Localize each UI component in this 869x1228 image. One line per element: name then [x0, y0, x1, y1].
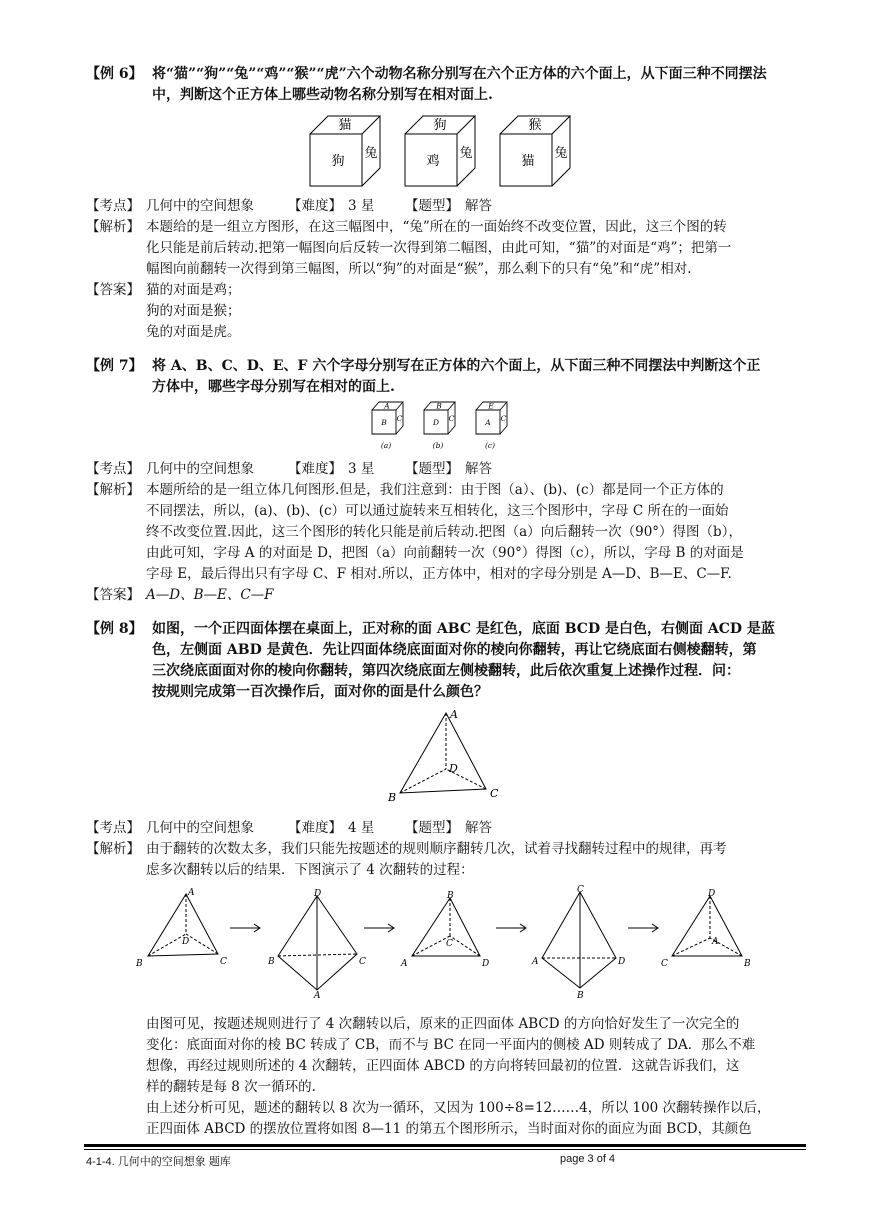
cube-b-top-label: B — [436, 401, 442, 411]
example-8-kaodian-value: 几何中的空间想象 — [146, 820, 254, 836]
seq-3-mid-label: C — [446, 939, 453, 949]
example-8-tixing-label: 【题型】 — [405, 820, 459, 836]
example-8-jiexi-line-2: 虑多次翻转以后的结果．下图演示了 4 次翻转的过程： — [146, 862, 474, 878]
cube-a-side-label: C — [396, 414, 403, 423]
example-7-jiexi-line-3: 终不改变位置.因此，这三个图形的转化只能是前后转动.把图（a）向后翻转一次（90°）得图（b）， — [146, 524, 742, 540]
seq-4-right-label: D — [618, 957, 626, 967]
example-7-question-line-2: 方体中，哪些字母分别写在相对的面上. — [152, 379, 395, 395]
example-8-jiexi-label: 【解析】 — [86, 841, 140, 857]
vertex-c-label: C — [490, 787, 499, 800]
cube-c-side-label: C — [500, 414, 507, 423]
example-8-tixing-value: 解答 — [465, 820, 492, 836]
example-6-cube-figures — [300, 108, 590, 190]
cube-b-front-label: D — [432, 418, 440, 427]
example-8-para-line-1: 由图可见，按题述规则进行了 4 次翻转以后，原来的正四面体 ABCD 的方向恰好发生了一次完全的 — [146, 1016, 740, 1032]
example-8-kaodian-label: 【考点】 — [86, 820, 140, 836]
seq-2-right-label: C — [359, 957, 366, 967]
cube-2-side-label: 兔 — [459, 146, 473, 161]
seq-4-bottom-label: B — [577, 991, 584, 1001]
footer-rule-thick — [84, 1144, 806, 1147]
example-7-nandu-label: 【难度】 — [288, 461, 342, 477]
example-7-kaodian-label: 【考点】 — [86, 461, 140, 477]
example-6-kaodian-label: 【考点】 — [86, 198, 140, 214]
seq-2-top-label: D — [314, 889, 322, 899]
example-7-jiexi-line-4: 由此可知，字母 A 的对面是 D，把图（a）向前翻转一次（90°）得图（c），所以，字母 B 的对面是 — [146, 545, 744, 561]
example-6-tixing-label: 【题型】 — [405, 198, 459, 214]
seq-5-mid-label: A — [712, 937, 719, 947]
example-6-question-line-2: 中，判断这个正方体上哪些动物名称分别写在相对面上. — [152, 87, 493, 103]
cube-1-side-label: 兔 — [364, 146, 378, 161]
cube-3-top-label: 猴 — [528, 118, 542, 133]
example-7-tixing-label: 【题型】 — [405, 461, 459, 477]
example-7-jiexi-line-1: 本题所给的是一组立体几何图形.但是，我们注意到：由于图（a）、(b)、(c）都是同一个正方体的 — [146, 482, 724, 498]
seq-5-top-label: D — [708, 889, 716, 899]
example-8-question-line-3: 三次绕底面面对你的棱向你翻转，第四次绕底面左侧棱翻转，此后依次重复上述操作过程．问： — [152, 663, 740, 679]
cube-c-caption: (c) — [484, 441, 496, 450]
flip-sequence-figure — [130, 884, 770, 1004]
example-6-daan-label: 【答案】 — [86, 282, 140, 298]
example-7-label: 【例 7】 — [86, 358, 143, 374]
cube-1-front-label: 狗 — [331, 154, 345, 169]
seq-4-top-label: C — [577, 885, 584, 895]
cube-a-caption: (a) — [380, 441, 392, 450]
example-7-jiexi-line-2: 不同摆法，所以，(a)、(b)、(c）可以通过旋转来互相转化，这三个图形中，字母 C 所在的一面始 — [146, 503, 729, 519]
example-7-kaodian-value: 几何中的空间想象 — [146, 461, 254, 477]
footer-title: 4-1-4. 几何中的空间想象 题库 — [86, 1156, 231, 1168]
example-7-tixing-value: 解答 — [465, 461, 492, 477]
example-8-question-line-1: 如图，一个正四面体摆在桌面上，正对称的面 ABC 是红色，底面 BCD 是白色，右侧面 ACD 是蓝 — [152, 621, 775, 637]
seq-5-right-label: B — [744, 959, 751, 969]
vertex-b-label: B — [388, 791, 397, 804]
cube-1-top-label: 猫 — [338, 118, 352, 133]
example-6-label: 【例 6】 — [86, 66, 143, 82]
example-6-question-line-1: 将“猫”“狗”“兔”“鸡”“猴”“虎”六个动物名称分别写在六个正方体的六个面上，从下面三种不同摆法 — [152, 66, 767, 82]
vertex-a-label: A — [450, 708, 458, 721]
example-6-kaodian-value: 几何中的空间想象 — [146, 198, 254, 214]
footer-rule-thin — [84, 1149, 806, 1150]
example-6-jiexi-line-2: 化只能是前后转动.把第一幅图向后反转一次得到第二幅图，由此可知，“猫”的对面是“鸡”；把第一 — [146, 240, 732, 256]
example-7-answer: A—D、B—E、C—F — [146, 587, 274, 603]
seq-1-right-label: C — [220, 957, 227, 967]
example-6-tixing-value: 解答 — [465, 198, 492, 214]
cube-3-front-label: 猫 — [521, 154, 535, 169]
example-8-question-line-2: 色，左侧面 ABD 是黄色．先让四面体绕底面面对你的棱向你翻转，再让它绕底面右侧棱翻转，第 — [152, 642, 757, 658]
example-7-nandu-value: 3 星 — [348, 461, 375, 477]
footer-page-number: page 3 of 4 — [560, 1153, 616, 1165]
seq-5-left-label: C — [661, 959, 668, 969]
example-7-jiexi-line-5: 字母 E，最后得出只有字母 C、F 相对.所以，正方体中，相对的字母分别是 A—D、B—E、C—F. — [146, 566, 732, 582]
example-7-cube-figures — [368, 398, 518, 454]
cube-a-top-label: A — [384, 401, 390, 411]
vertex-d-label: D — [449, 762, 458, 775]
example-8-nandu-value: 4 星 — [348, 820, 375, 836]
example-7-jiexi-label: 【解析】 — [86, 482, 140, 498]
seq-1-left-label: B — [136, 959, 143, 969]
cube-b-caption: (b) — [432, 441, 444, 450]
example-8-nandu-label: 【难度】 — [288, 820, 342, 836]
cube-2-front-label: 鸡 — [426, 154, 440, 169]
cube-a-front-label: B — [381, 418, 387, 427]
example-8-para-line-4: 样的翻转是每 8 次一循环的. — [146, 1079, 316, 1095]
example-6-answer-line-1: 猫的对面是鸡； — [146, 282, 241, 298]
seq-3-left-label: A — [401, 959, 408, 969]
example-6-answer-line-2: 狗的对面是猴； — [146, 303, 241, 319]
seq-2-bottom-label: A — [314, 991, 321, 1001]
tetrahedron-figure — [380, 705, 510, 807]
example-6-nandu-label: 【难度】 — [288, 198, 342, 214]
cube-2-top-label: 狗 — [433, 118, 447, 133]
example-8-para-line-5: 由上述分析可见，题述的翻转以 8 次为一循环，又因为 100÷8=12……4，所以 100 次翻转操作以后， — [146, 1100, 771, 1116]
example-8-label: 【例 8】 — [86, 621, 143, 637]
example-8-para-line-6: 正四面体 ABCD 的摆放位置将如图 8—11 的第五个图形所示，当时面对你的面应为面 BCD，其颜色 — [146, 1121, 752, 1137]
example-8-para-line-2: 变化：底面面对你的棱 BC 转成了 CB，而不与 BC 在同一平面内的侧棱 AD 则转成了 DA．那么不难 — [146, 1037, 756, 1053]
example-8-question-line-4: 按规则完成第一百次操作后，面对你的面是什么颜色？ — [152, 684, 488, 700]
seq-1-top-label: A — [188, 888, 195, 898]
seq-1-mid-label: D — [182, 937, 190, 947]
example-6-jiexi-line-1: 本题给的是一组立方图形，在这三幅图中，“兔”所在的一面始终不改变位置，因此，这三个图的转 — [146, 219, 727, 235]
example-6-answer-line-3: 兔的对面是虎。 — [146, 324, 241, 340]
cube-3-side-label: 兔 — [554, 146, 568, 161]
seq-4-left-label: A — [532, 957, 539, 967]
cube-b-side-label: C — [448, 414, 455, 423]
cube-c-top-label: E — [488, 401, 494, 411]
example-7-daan-label: 【答案】 — [86, 587, 140, 603]
seq-2-left-label: B — [268, 957, 275, 967]
cube-c-front-label: A — [485, 418, 491, 427]
seq-3-right-label: D — [482, 959, 490, 969]
example-8-para-line-3: 想像，再经过规则所述的 4 次翻转，正四面体 ABCD 的方向将转回最初的位置．这就告诉我们，这 — [146, 1058, 740, 1074]
example-8-jiexi-line-1: 由于翻转的次数太多，我们只能先按题述的规则顺序翻转几次，试着寻找翻转过程中的规律，再考 — [146, 841, 727, 857]
example-6-nandu-value: 3 星 — [348, 198, 375, 214]
example-6-jiexi-label: 【解析】 — [86, 219, 140, 235]
example-6-jiexi-line-3: 幅图向前翻转一次得到第三幅图，所以“狗”的对面是“猴”，那么剩下的只有“兔”和“虎”相对. — [146, 261, 692, 277]
example-7-question-line-1: 将 A、B、C、D、E、F 六个字母分别写在正方体的六个面上，从下面三种不同摆法中判断这个正 — [152, 358, 761, 374]
seq-3-top-label: B — [447, 891, 454, 901]
